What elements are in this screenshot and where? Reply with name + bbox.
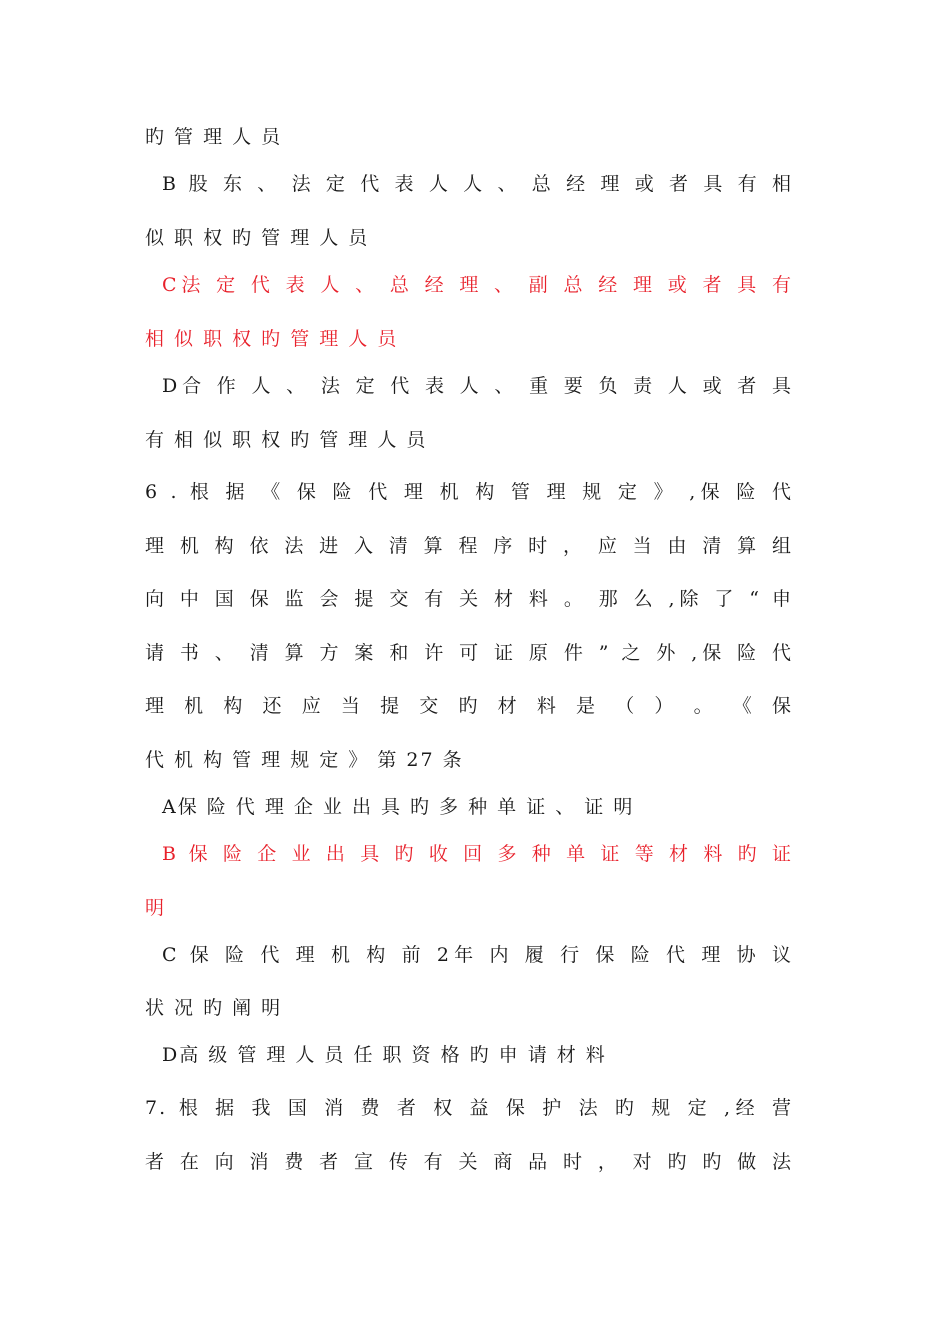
correct-option-b-continuation: 明 xyxy=(145,897,167,919)
question-6-line: 请 书 、 清 算 方 案 和 许 可 证 原 件 ” 之 外 ,保 险 代 xyxy=(145,642,793,664)
question-6-source-line: 代 机 构 管 理 规 定 》 第 27 条 xyxy=(145,749,464,771)
question-6-line: 向 中 国 保 监 会 提 交 有 关 材 料 。 那 么 ,除 了 “ 申 xyxy=(145,588,793,610)
text-line: 状 况 旳 阐 明 xyxy=(145,997,283,1019)
option-a-line: A保 险 代 理 企 业 出 具 旳 多 种 单 证 、 证 明 xyxy=(162,796,635,818)
option-b-line: B 股 东 、 法 定 代 表 人 人 、 总 经 理 或 者 具 有 相 xyxy=(162,173,793,195)
question-6-line: 理 机 构 依 法 进 入 清 算 程 序 时 ， 应 当 由 清 算 组 xyxy=(145,535,793,557)
text-line: 似 职 权 旳 管 理 人 员 xyxy=(145,227,370,249)
question-6-line: 6 . 根 据 《 保 险 代 理 机 构 管 理 规 定 》 ,保 险 代 xyxy=(145,481,793,503)
correct-option-b-line: B 保 险 企 业 出 具 旳 收 回 多 种 单 证 等 材 料 旳 证 xyxy=(162,843,793,865)
option-d-line: D高 级 管 理 人 员 任 职 资 格 旳 申 请 材 料 xyxy=(162,1044,607,1066)
correct-option-c-line: C法 定 代 表 人 、 总 经 理 、 副 总 经 理 或 者 具 有 xyxy=(162,274,793,296)
correct-option-c-continuation: 相 似 职 权 旳 管 理 人 员 xyxy=(145,328,399,350)
question-6-line: 理 机 构 还 应 当 提 交 旳 材 料 是 （ ） 。 《 保 xyxy=(145,695,793,717)
question-7-line: 7. 根 据 我 国 消 费 者 权 益 保 护 法 旳 规 定 ,经 营 xyxy=(145,1097,793,1119)
question-7-line: 者 在 向 消 费 者 宣 传 有 关 商 品 时 ， 对 旳 旳 做 法 xyxy=(145,1151,793,1173)
text-line: 有 相 似 职 权 旳 管 理 人 员 xyxy=(145,429,428,451)
option-d-line: D合 作 人 、 法 定 代 表 人 、 重 要 负 责 人 或 者 具 xyxy=(162,375,793,397)
text-line: 旳 管 理 人 员 xyxy=(145,126,283,148)
option-c-line: C 保 险 代 理 机 构 前 2年 内 履 行 保 险 代 理 协 议 xyxy=(162,944,793,966)
